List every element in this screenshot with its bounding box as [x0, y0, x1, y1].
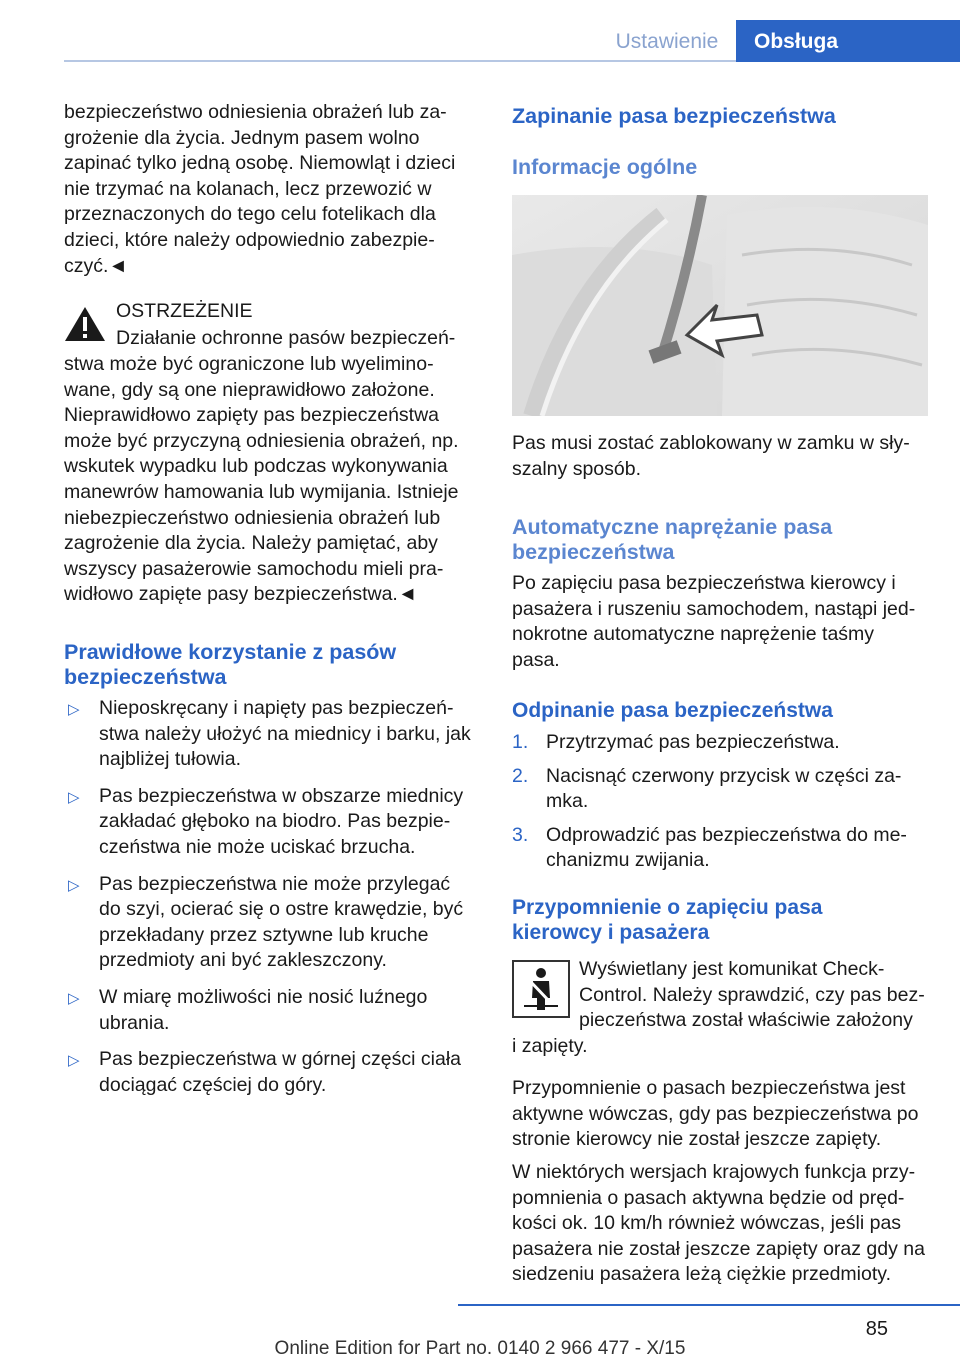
warning-triangle-icon — [64, 306, 106, 342]
triangle-bullet-icon: ▷ — [68, 701, 80, 718]
footer-rule — [458, 1304, 960, 1306]
unbuckle-title: Odpinanie pasa bezpieczeństwa — [512, 699, 833, 722]
list-item: 3. Odprowadzić pas bezpieczeństwa do me- chanizmu zwijania. — [512, 823, 907, 872]
seatbelt-warning-icon — [512, 960, 570, 1018]
edition-footer: Online Edition for Part no. 0140 2 966 477 - X/15 — [274, 1338, 686, 1359]
unbuckle-steps — [512, 730, 932, 882]
auto-tension-text: Po zapięciu pasa bezpieczeństwa kierowcy i pasażera i ruszeniu samochodem, nastąpi jed- nokrotne automatyczne naprężenie taśmy pasa. — [512, 572, 916, 671]
tab-obsluga[interactable]: Obsługa — [736, 20, 960, 62]
auto-tension-title: Automatyczne naprężanie pasa bezpieczeństwa — [512, 515, 833, 564]
list-item: ▷ Pas bezpieczeństwa nie może przylegać do szyi, ocierać się o ostre krawędzie, być przekładany przez sztywne lub kruche przedmioty ani być zakleszczony. — [68, 872, 464, 972]
triangle-bullet-icon: ▷ — [68, 1052, 80, 1070]
image-caption: Pas musi zostać zablokowany w zamku w sły- szalny sposób. — [512, 432, 910, 480]
warning-title: OSTRZEŻENIE — [116, 300, 253, 322]
reminder-paragraph-2: W niektórych wersjach krajowych funkcja przy- pomnienia o pasach aktywna będzie od pręd- kości ok. 10 km/h również wówczas, jeśli pas pasażera nie został jeszcze zapięty oraz gdy na siedzeniu pasażera leżą ciężkie przedmioty. — [512, 1161, 925, 1286]
page-number: 85 — [865, 1318, 888, 1340]
seatbelt-photo — [512, 195, 928, 416]
list-item: ▷ Nieposkręcany i napięty pas bezpieczeń- stwa należy ułożyć na miednicy i barku, jak najbliżej tułowia. — [68, 697, 471, 771]
list-item: ▷ W miarę możliwości nie nosić luźnego ubrania. — [68, 985, 428, 1034]
intro-paragraph: bezpieczeństwo odniesienia obrażeń lub za- grożenie dla życia. Jednym pasem wolno zapinać tylko jedną osobę. Niemowląt i dzieci nie trzymać na kolanach, lecz przewozić w przeznaczonych do tego celu fotelikach dla dzieci, które należy odpowiednio zabezpie- czyć.◄ — [64, 101, 456, 277]
main-title: Zapinanie pasa bezpieczeństwa — [512, 104, 836, 128]
reminder-tail: i zapięty. — [512, 1035, 588, 1057]
triangle-bullet-icon: ▷ — [68, 876, 80, 894]
reminder-title: Przypomnienie o zapięciu pasa kierowcy i pasażera — [512, 896, 823, 944]
list-item: ▷ Pas bezpieczeństwa w górnej części ciała dociągać częściej do góry. — [68, 1048, 462, 1096]
warning-body: stwa może być ograniczone lub wyelimino- wane, gdy są one nieprawidłowo założone. Nieprawidłowo zapięty pas bezpieczeństwa może być przyczyną odniesienia obrażeń, np. wskutek wypadku lub podczas wykonywania manewrów hamowania lub wymijania. Istnieje niebezpieczeństwo odniesienia obrażeń lub zagrożenie dla życia. Należy pamiętać, aby wszyscy pasażerowie samochodu mieli pra- widłowo zapięte pasy bezpieczeństwa.◄ — [64, 353, 459, 606]
list-item: 1. Przytrzymać pas bezpieczeństwa. — [512, 731, 840, 753]
reminder-paragraph-1: Przypomnienie o pasach bezpieczeństwa jest aktywne wówczas, gdy pas bezpieczeństwa po stronie kierowcy nie został jeszcze zapięty. — [512, 1077, 919, 1151]
section-title-correct-use: Prawidłowe korzystanie z pasów bezpieczeństwa — [64, 640, 397, 689]
list-item: ▷ Pas bezpieczeństwa w obszarze miednicy zakładać głęboko na biodro. Pas bezpie- czeństwa nie może uciskać brzucha. — [68, 784, 464, 858]
tab-ustawienie[interactable]: Ustawienie — [615, 30, 719, 53]
triangle-bullet-icon: ▷ — [68, 788, 80, 806]
reminder-icon-text: Wyświetlany jest komunikat Check- Control. Należy sprawdzić, czy pas bez- pieczeństwa został właściwie założony — [579, 958, 925, 1032]
sub-title: Informacje ogólne — [512, 155, 698, 179]
warning-first-line: Działanie ochronne pasów bezpieczeń- — [116, 327, 456, 349]
list-item: 2. Nacisnąć czerwony przycisk w części za- mka. — [512, 764, 902, 813]
triangle-bullet-icon: ▷ — [68, 989, 80, 1007]
bullet-list — [64, 696, 484, 1109]
